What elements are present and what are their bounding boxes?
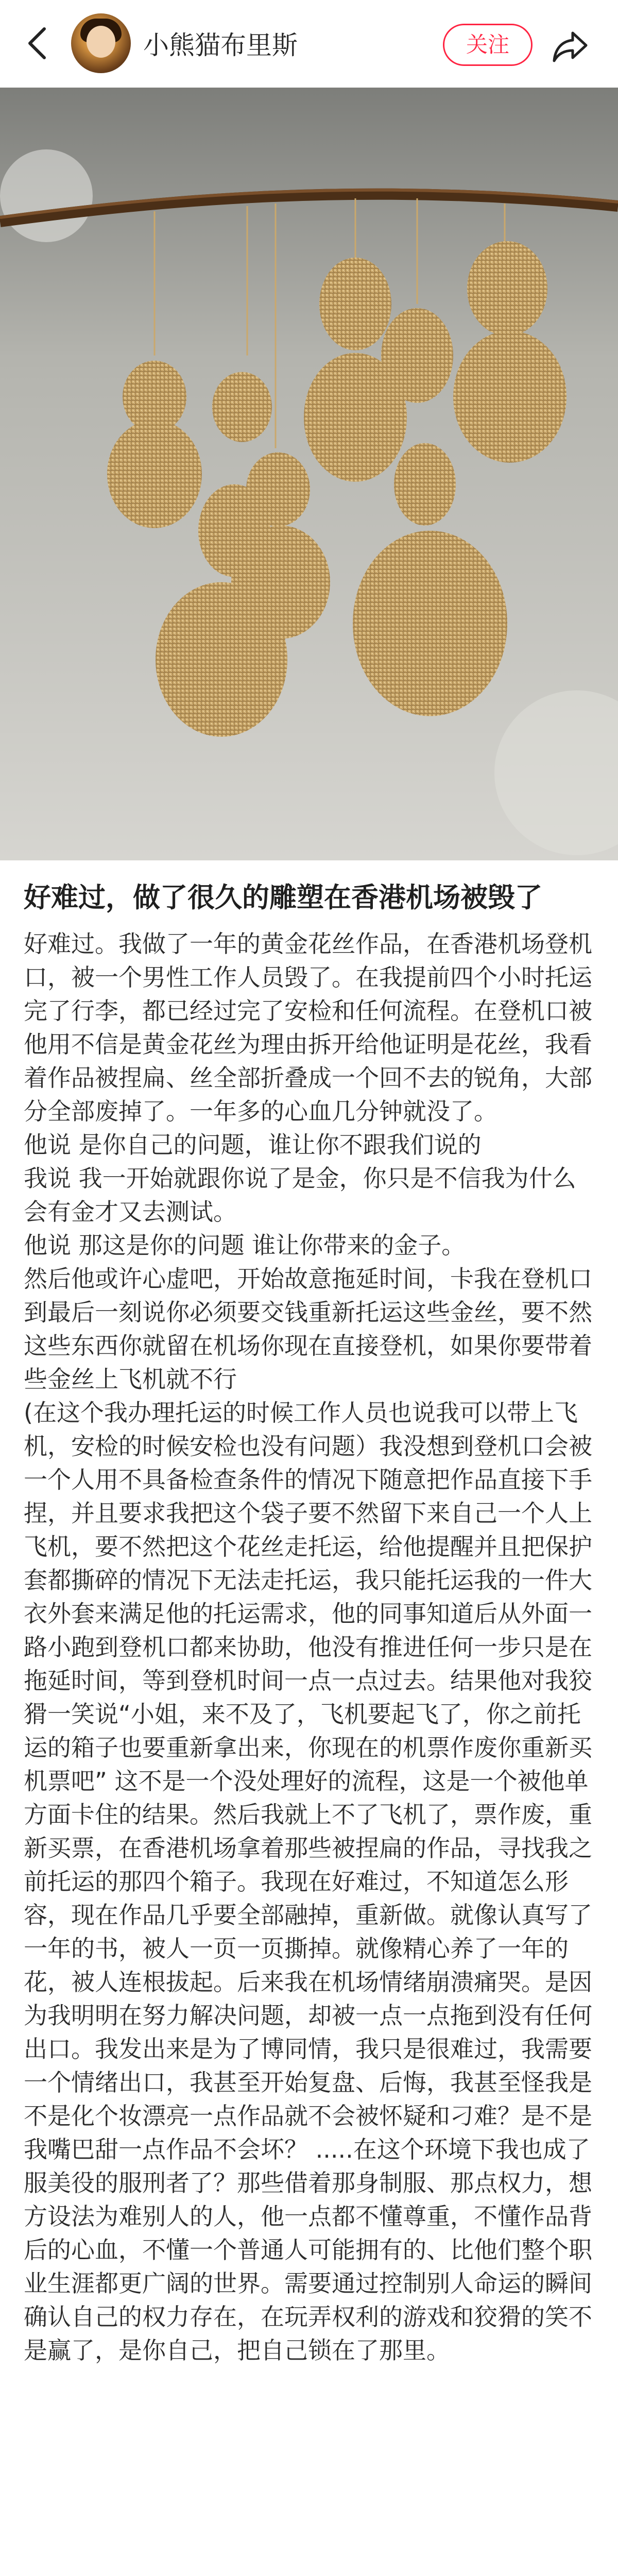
- body-paragraph: (在这个我办理托运的时候工作人员也说我可以带上飞机，安检的时候安检也没有问题）我没想到登机口会被一个人用不具备检查条件的情况下随意把作品直接下手捏，并且要求我把这个袋子要不然留下来自己一个人上飞机，要不然把这个花丝走托运，给他提醒并且把保护套都撕碎的情况下无法走托运，我只能托运我的一件大衣外套来满足他的托运需求，他的同事知道后从外面一路小跑到登机口都来协助，他没有推进任何一步只是在拖延时间，等到登机时间一点一点过去。结果他对我狡猾一笑说“小姐，来不及了，飞机要起飞了，你之前托运的箱子也要重新拿出来，你现在的机票作废你重新买机票吧” 这不是一个没处理好的流程，这是一个被他单方面卡住的结果。然后我就上不了飞机了，票作废，重新买票，在香港机场拿着那些被捏扁的作品，寻找我之前托运的那四个箱子。我现在好难过，不知道怎么形容，现在作品几乎要全部融掉，重新做。就像认真写了一年的书，被人一页一页撕掉。就像精心养了一年的花，被人连根拔起。后来我在机场情绪崩溃痛哭。是因为我明明在努力解决问题，却被一点一点拖到没有任何出口。我发出来是为了博同情，我只是很难过，我需要一个情绪出口，我甚至开始复盘、后悔，我甚至怪我是不是化个妆漂亮一点作品就不会被怀疑和刁难？是不是我嘴巴甜一点作品不会坏？ .....在这个环境下我也成了服美役的服刑者了？那些借着那身制服、那点权力，想方设法为难别人的人，他一点都不懂尊重，不懂作品背后的心血，不懂一个普通人可能拥有的、比他们整个职业生涯都更广阔的世界。需要通过控制别人命运的瞬间确认自己的权力存在，在玩弄权利的游戏和狡猾的笑不是赢了，是你自己，把自己锁在了那里。: [24, 1399, 592, 2364]
- post-body: [24, 927, 595, 2367]
- share-arrow-icon[interactable]: [550, 26, 591, 67]
- author-name[interactable]: 小熊猫布里斯: [143, 30, 298, 60]
- body-paragraph: 好难过。我做了一年的黄金花丝作品，在香港机场登机口，被一个男性工作人员毁了。在我提前四个小时托运完了行李，都已经过完了安检和任何流程。在登机口被他用不信是黄金花丝为理由拆开给他证明是花丝，我看着作品被捏扁、丝全部折叠成一个回不去的锐角，大部分全部废掉了。一年多的心血几分钟就没了。: [24, 930, 592, 1125]
- avatar[interactable]: [71, 13, 131, 73]
- body-paragraph: 我说 我一开始就跟你说了是金，你只是不信我为什么会有金才又去测试。: [24, 1164, 576, 1226]
- top-bar: [0, 0, 618, 88]
- sculpture-illustration: [0, 88, 618, 860]
- body-paragraph: 他说 是你自己的问题，谁让你不跟我们说的: [24, 1131, 482, 1159]
- body-paragraph: 他说 那这是你的问题 谁让你带来的金子。: [24, 1231, 466, 1259]
- post-photo[interactable]: [0, 88, 618, 860]
- post-title: 好难过，做了很久的雕塑在香港机场被毁了: [24, 882, 542, 913]
- body-paragraph: 然后他或许心虚吧，开始故意拖延时间，卡我在登机口到最后一刻说你必须要交钱重新托运这些金丝，要不然这些东西你就留在机场你现在直接登机，如果你要带着些金丝上飞机就不行: [24, 1265, 592, 1393]
- follow-button[interactable]: 关注: [443, 24, 533, 66]
- chevron-left-icon[interactable]: [19, 23, 60, 64]
